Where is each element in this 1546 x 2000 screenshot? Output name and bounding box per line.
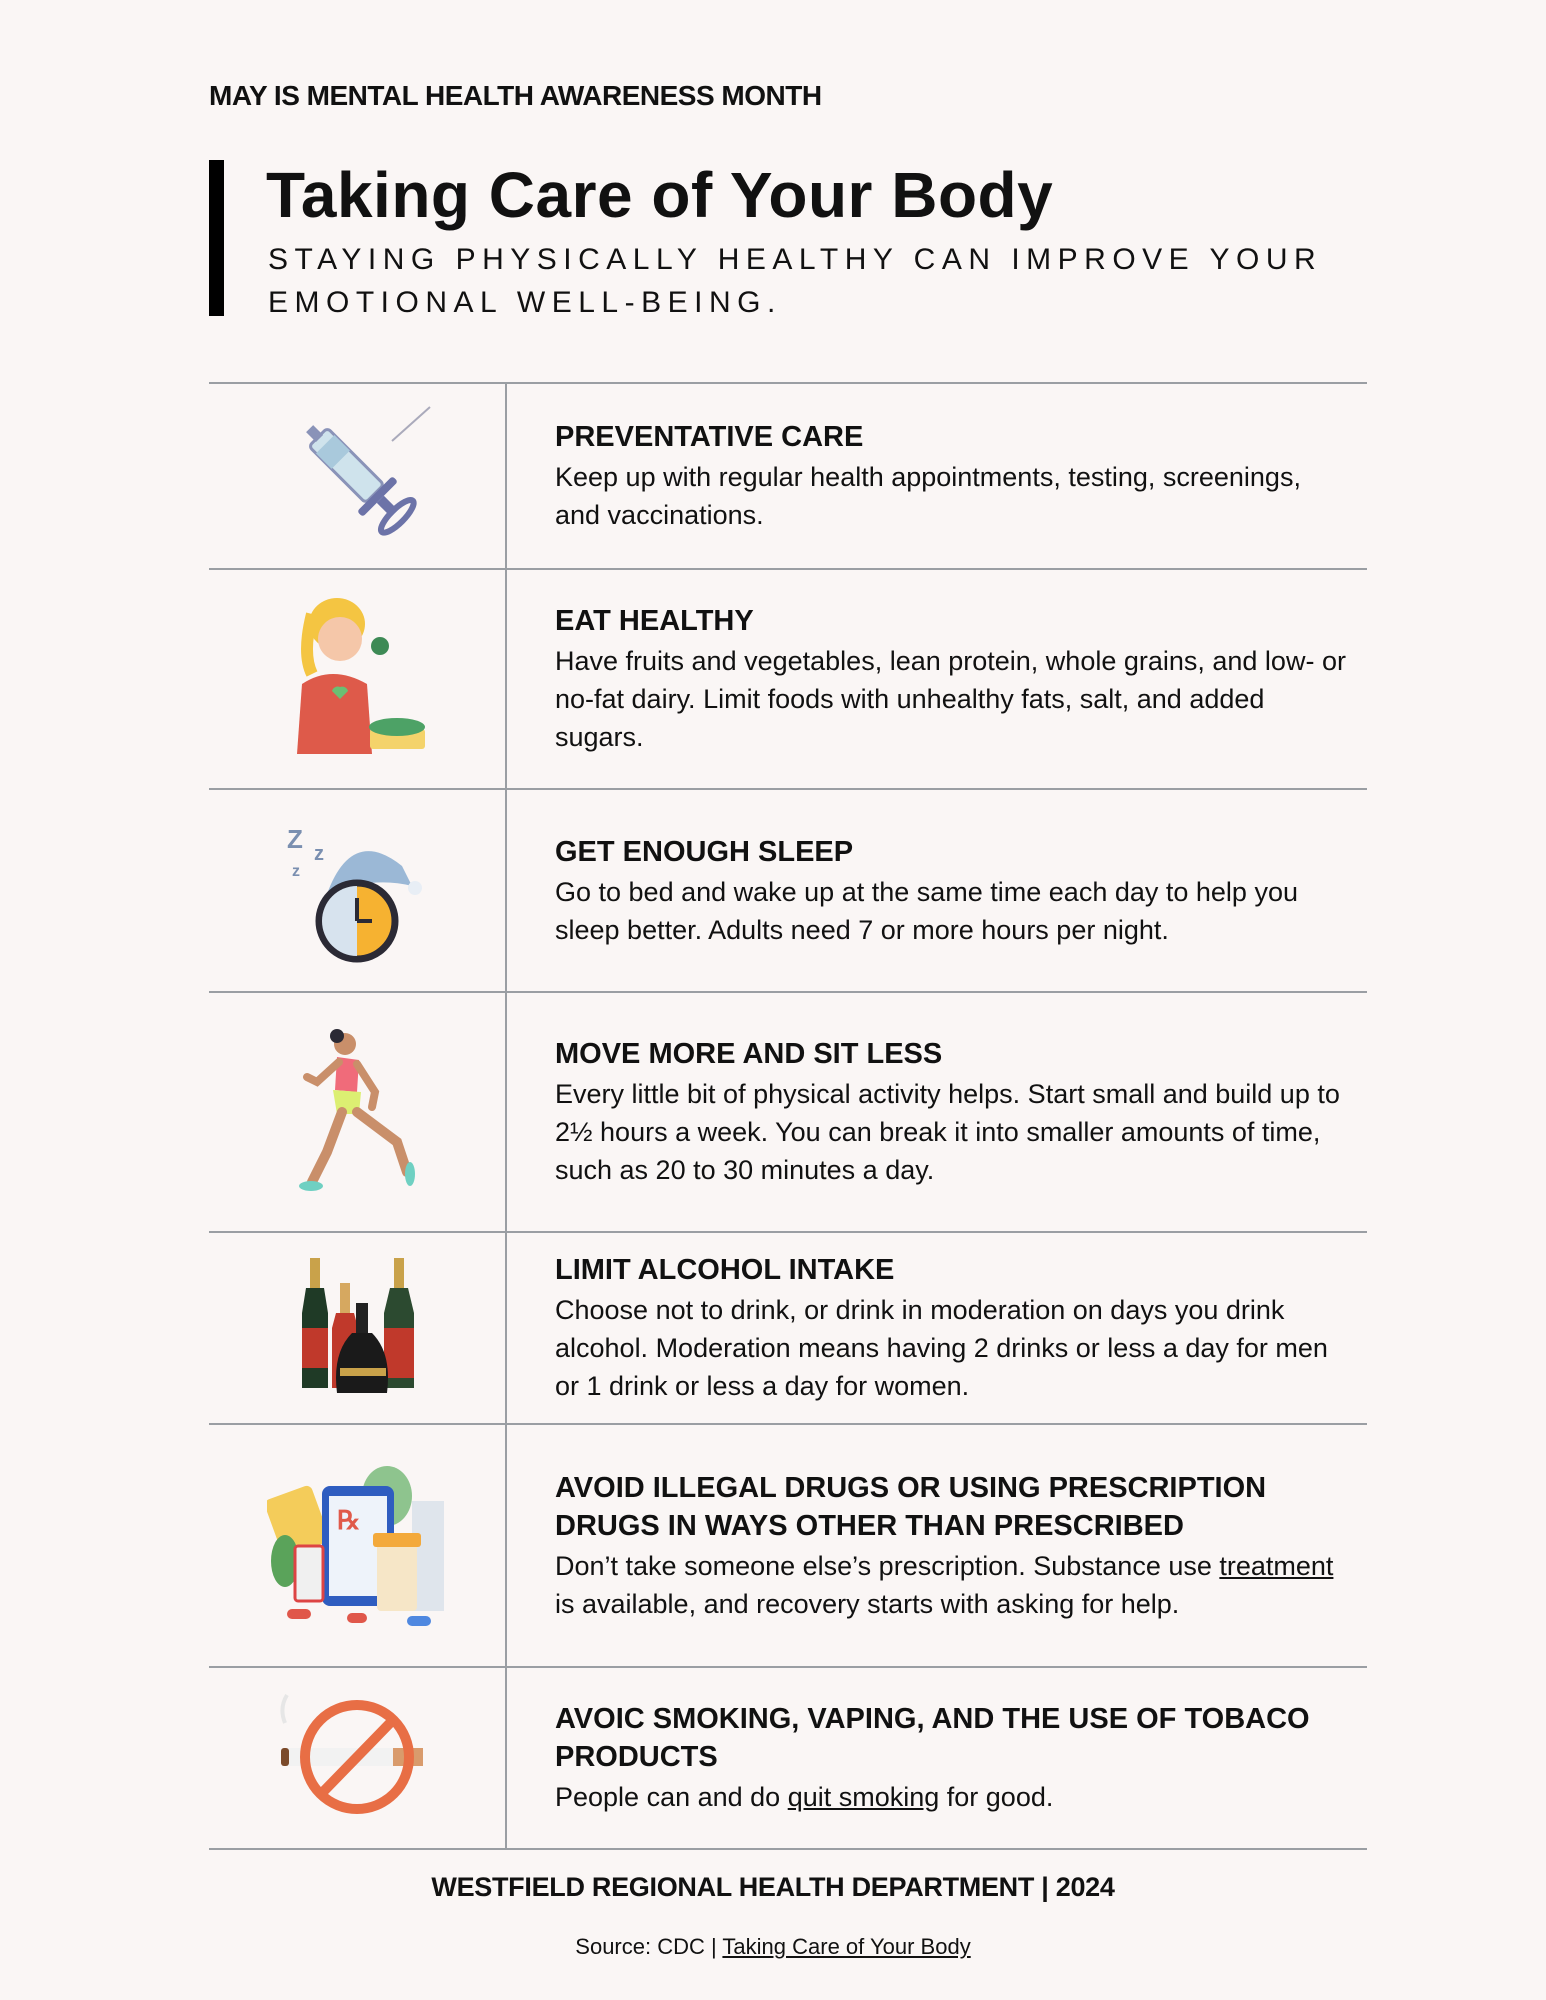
row-heading: EAT HEALTHY	[555, 605, 754, 637]
sleeping-clock-icon	[282, 816, 432, 966]
woman-eating-salad-icon	[282, 594, 432, 764]
row-heading: MOVE MORE AND SIT LESS	[555, 1038, 943, 1070]
tips-table	[209, 382, 1367, 1850]
syringe-icon	[282, 401, 432, 551]
table-row	[209, 1425, 1367, 1668]
kicker-text: MAY IS MENTAL HEALTH AWARENESS MONTH	[209, 80, 822, 111]
row-body: Go to bed and wake up at the same time each day to help you sleep better. Adults need 7 or more hours per night.	[555, 876, 1298, 945]
row-body: People can and do quit smoking for good.	[555, 1782, 1054, 1812]
row-heading: AVOIC SMOKING, VAPING, AND THE USE OF TOBACO PRODUCTS	[555, 1703, 1310, 1773]
table-row	[209, 1668, 1367, 1850]
no-smoking-icon	[277, 1693, 437, 1823]
row-body: Choose not to drink, or drink in moderation on days you drink alcohol. Moderation means having 2 drinks or less a day for men or 1 drink or less a day for women.	[555, 1295, 1328, 1401]
alcohol-bottles-icon	[292, 1258, 422, 1398]
row-heading: AVOID ILLEGAL DRUGS OR USING PRESCRIPTION DRUGS IN WAYS OTHER THAN PRESCRIBED	[555, 1471, 1267, 1542]
prescription-drugs-icon	[267, 1461, 447, 1631]
title-accent-bar	[209, 160, 224, 316]
table-row	[209, 570, 1367, 790]
row-heading: GET ENOUGH SLEEP	[555, 835, 854, 868]
footer-source: Source: CDC | Taking Care of Your Body	[575, 1934, 971, 1959]
table-row	[209, 790, 1367, 993]
page-title: Taking Care of Your Body	[266, 159, 1054, 231]
row-body: Keep up with regular health appointments, testing, screenings, and vaccinations.	[555, 462, 1301, 530]
runner-icon	[287, 1022, 427, 1202]
svg-text:℞: ℞	[337, 1504, 361, 1535]
row-body: Have fruits and vegetables, lean protein, whole grains, and low- or no-fat dairy. Limit foods with unhealthy fats, salt, and added sugars.	[555, 646, 1346, 752]
svg-text:z: z	[314, 842, 324, 865]
row-heading: PREVENTATIVE CARE	[555, 421, 864, 453]
footer-organization: WESTFIELD REGIONAL HEALTH DEPARTMENT | 2024	[431, 1872, 1115, 1902]
table-row	[209, 384, 1367, 570]
page-subtitle: STAYING PHYSICALLY HEALTHY CAN IMPROVE YOUR EMOTIONAL WELL-BEING.	[268, 243, 1323, 319]
row-body: Don’t take someone else’s prescription. Substance use treatment is available, and recovery starts with asking for help.	[555, 1550, 1334, 1619]
svg-text:Z: Z	[287, 823, 303, 854]
quit-smoking-link[interactable]: quit smoking	[787, 1782, 940, 1812]
row-body: Every little bit of physical activity helps. Start small and build up to 2½ hours a week. You can break it into smaller amounts of time, such as 20 to 30 minutes a day.	[555, 1079, 1340, 1185]
row-heading: LIMIT ALCOHOL INTAKE	[555, 1254, 895, 1286]
treatment-link[interactable]: treatment	[1219, 1550, 1334, 1581]
table-row	[209, 1233, 1367, 1425]
source-link[interactable]: Taking Care of Your Body	[722, 1934, 971, 1959]
svg-text:z: z	[292, 862, 300, 880]
table-row	[209, 993, 1367, 1233]
